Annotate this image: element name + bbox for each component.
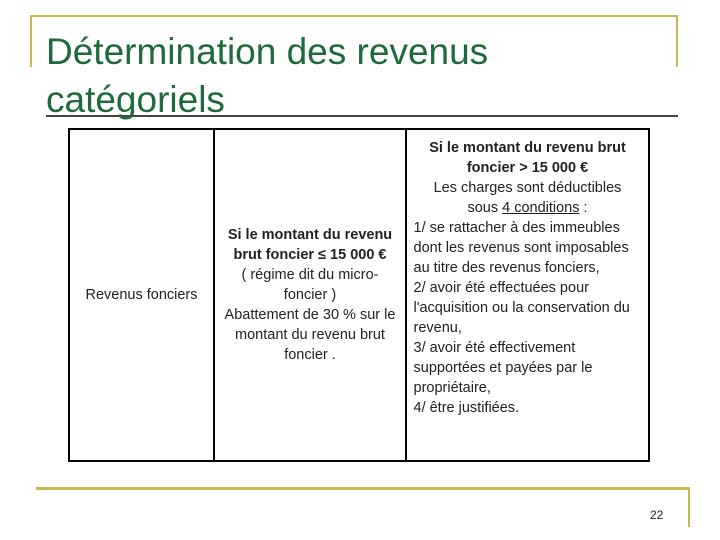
row-label: Revenus fonciers <box>85 287 198 303</box>
right-accent-line <box>676 15 678 67</box>
reel-regime-cell <box>407 130 648 460</box>
bottom-accent-line <box>36 487 690 490</box>
bottom-right-accent-line <box>688 487 690 527</box>
slide-title: Détermination des revenus catégoriels <box>46 31 489 120</box>
micro-foncier-heading: Si le montant du revenu brut foncier ≤ 15 000 € <box>227 227 393 263</box>
micro-foncier-cell <box>215 130 405 460</box>
micro-foncier-abatement: Abattement de 30 % sur le montant du revenu brut foncier . <box>224 307 396 363</box>
micro-foncier-regime: ( régime dit du micro-foncier ) <box>241 267 379 303</box>
conditions-count: 4 conditions <box>502 200 580 216</box>
page-number: 22 <box>650 508 664 522</box>
conditions-intro: sous 4 conditions : <box>467 200 588 216</box>
condition-2: 2/ avoir été effectuées pour l'acquisition ou la conservation du revenu, <box>413 280 630 336</box>
left-accent-line <box>30 15 32 67</box>
row-label-cell <box>70 130 213 460</box>
condition-1: 1/ se rattacher à des immeubles dont les revenus sont imposables au titre des revenus fonciers, <box>413 220 629 276</box>
condition-3: 3/ avoir été effectivement supportées et payées par le propriétaire, <box>413 340 593 396</box>
condition-4: 4/ être justifiées. <box>413 400 520 416</box>
top-accent-line <box>30 15 678 17</box>
reel-heading: Si le montant du revenu brut foncier > 15 000 € <box>429 140 626 176</box>
charges-intro: Les charges sont déductibles <box>433 180 622 196</box>
comparison-table <box>68 128 650 462</box>
